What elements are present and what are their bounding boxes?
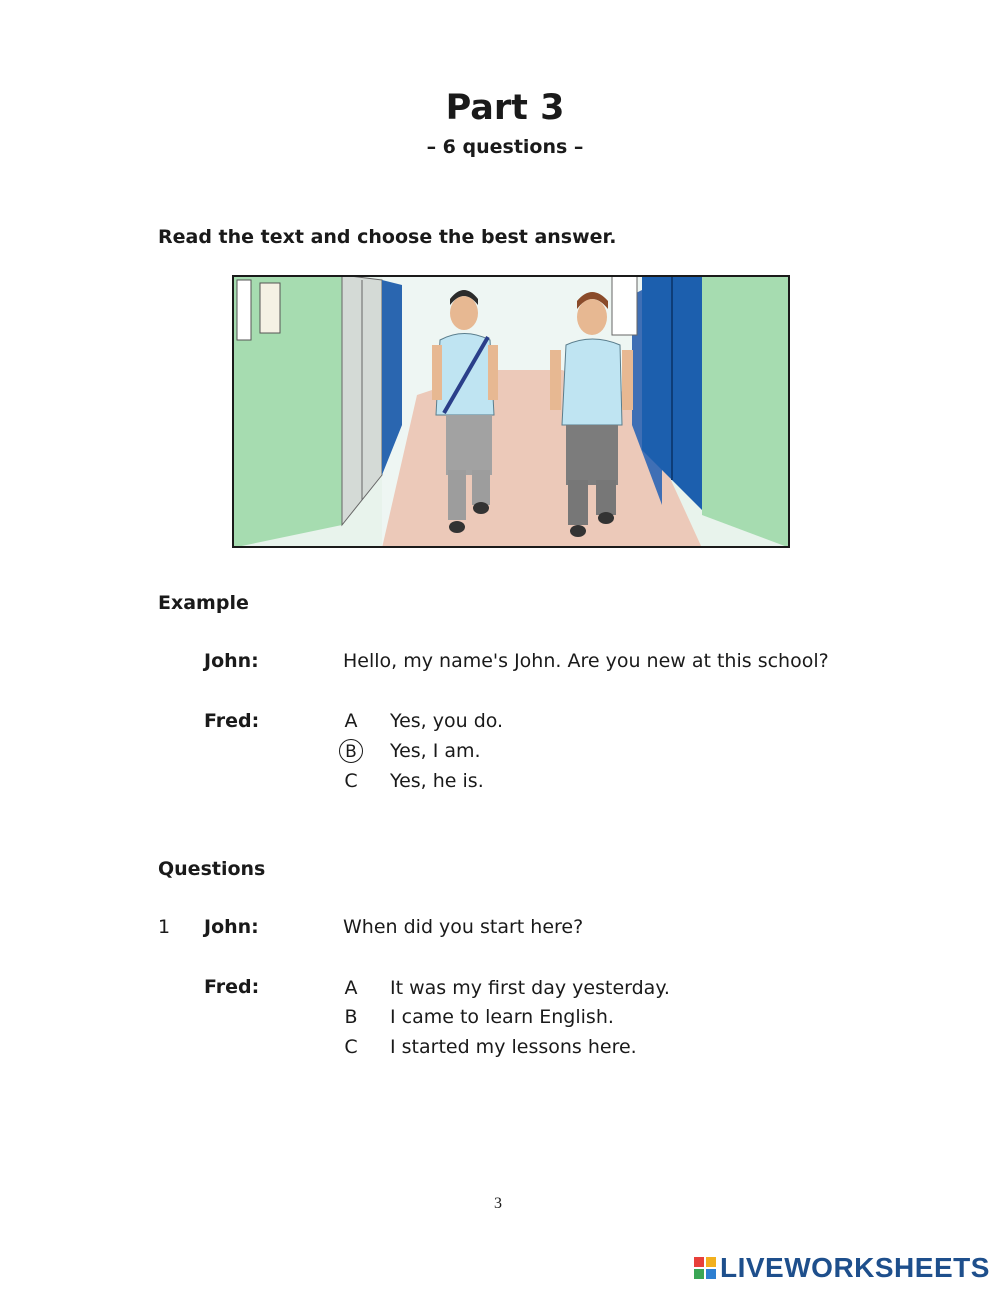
example-heading: Example: [158, 592, 249, 614]
question-option-letter[interactable]: A: [344, 977, 358, 999]
question-answer-speaker: Fred:: [204, 976, 260, 998]
example-option-text: Yes, I am.: [390, 740, 481, 762]
example-option-letter: C: [344, 770, 358, 792]
example-prompt-text: Hello, my name's John. Are you new at this school?: [343, 650, 829, 672]
corridor-illustration: [232, 275, 790, 548]
page-subtitle: – 6 questions –: [426, 136, 584, 158]
example-option-text: Yes, he is.: [390, 770, 484, 792]
example-option-letter-circled: B: [339, 739, 363, 763]
liveworksheets-logo-icon: [694, 1257, 716, 1279]
question-option-letter[interactable]: B: [344, 1006, 358, 1028]
questions-heading: Questions: [158, 858, 266, 880]
question-prompt-speaker: John:: [204, 916, 259, 938]
question-prompt-text: When did you start here?: [343, 916, 584, 938]
example-option-text: Yes, you do.: [390, 710, 504, 732]
question-option-text[interactable]: It was my first day yesterday.: [390, 977, 670, 999]
page-number: 3: [494, 1195, 502, 1212]
question-option-text[interactable]: I started my lessons here.: [390, 1036, 637, 1058]
instruction-text: Read the text and choose the best answer.: [158, 226, 617, 248]
example-answer-speaker: Fred:: [204, 710, 260, 732]
brand-text: LIVEWORKSHEETS: [720, 1252, 990, 1283]
brand-logo: [694, 1252, 990, 1284]
question-number: 1: [158, 916, 171, 938]
question-option-text[interactable]: I came to learn English.: [390, 1006, 614, 1028]
example-prompt-speaker: John:: [204, 650, 259, 672]
question-option-letter[interactable]: C: [344, 1036, 358, 1058]
page-title: Part 3: [445, 88, 565, 128]
example-option-letter: A: [344, 710, 358, 732]
